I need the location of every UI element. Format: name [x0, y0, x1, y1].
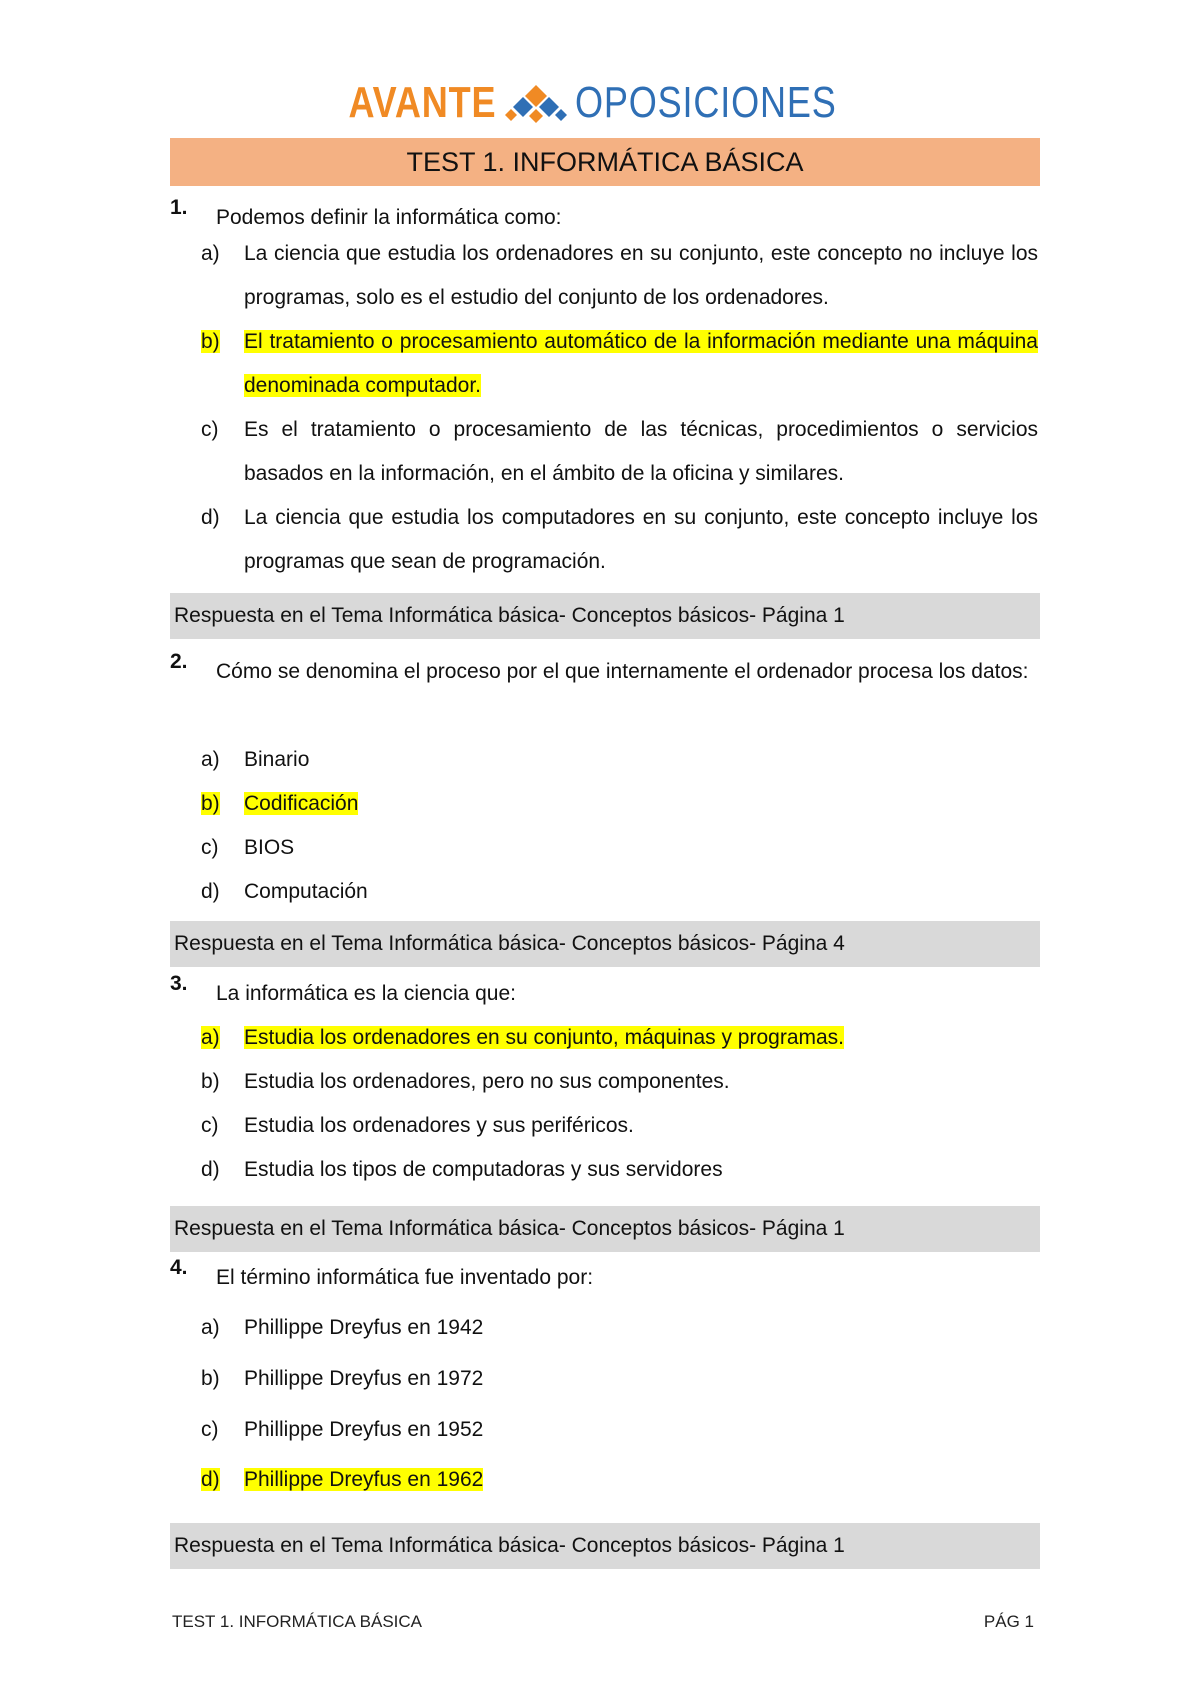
option-2b-correct	[201, 782, 1038, 826]
option-letter: d)	[201, 1468, 220, 1491]
option-letter: a)	[201, 748, 220, 771]
option-letter: b)	[201, 330, 220, 353]
logo-left-text: AVANTE	[348, 78, 497, 127]
option-text: Computación	[244, 880, 368, 903]
option-letter: b)	[201, 1367, 220, 1390]
option-text: Estudia los ordenadores en su conjunto, máquinas y programas.	[244, 1026, 845, 1049]
answer-reference: Respuesta en el Tema Informática básica- Conceptos básicos- Página 1	[170, 593, 1040, 639]
page-title: TEST 1. INFORMÁTICA BÁSICA	[170, 138, 1040, 186]
option-1d	[201, 496, 1038, 584]
diamond-logo-icon	[503, 83, 569, 123]
option-letter: c)	[201, 418, 219, 441]
question-text: Podemos definir la informática como:	[216, 206, 562, 229]
answer-reference: Respuesta en el Tema Informática básica- Conceptos básicos- Página 1	[170, 1206, 1040, 1252]
option-text: El tratamiento o procesamiento automático de la información mediante una máquina denominada computador.	[244, 330, 1038, 397]
option-text: Binario	[244, 748, 310, 771]
answer-reference: Respuesta en el Tema Informática básica- Conceptos básicos- Página 1	[170, 1523, 1040, 1569]
option-1b-correct	[201, 320, 1038, 408]
question-number: 2.	[170, 650, 188, 673]
option-text: Codificación	[244, 792, 359, 815]
option-text: Phillippe Dreyfus en 1942	[244, 1316, 484, 1339]
question-3	[170, 972, 1040, 1016]
option-text: Estudia los ordenadores y sus periféricos.	[244, 1114, 634, 1137]
option-text: Phillippe Dreyfus en 1972	[244, 1367, 484, 1390]
option-text: La ciencia que estudia los ordenadores en su conjunto, este concepto no incluye los programas, solo es el estudio del conjunto de los ordenadores.	[244, 242, 1038, 309]
option-text: Phillippe Dreyfus en 1962	[244, 1468, 484, 1491]
option-2a	[201, 738, 1038, 782]
option-2c	[201, 826, 1038, 870]
option-text: Es el tratamiento o procesamiento de las técnicas, procedimientos o servicios basados en la información, en el ámbito de la oficina y similares.	[244, 418, 1038, 485]
option-letter: c)	[201, 836, 219, 859]
option-1a	[201, 232, 1038, 320]
option-letter: d)	[201, 1158, 220, 1181]
answer-reference: Respuesta en el Tema Informática básica- Conceptos básicos- Página 4	[170, 921, 1040, 967]
question-number: 3.	[170, 972, 188, 995]
option-letter: a)	[201, 1316, 220, 1339]
question-text: La informática es la ciencia que:	[216, 982, 516, 1005]
option-4b	[201, 1357, 1038, 1401]
footer-title: TEST 1. INFORMÁTICA BÁSICA	[172, 1612, 423, 1631]
option-letter: c)	[201, 1418, 219, 1441]
option-2d	[201, 870, 1038, 914]
option-letter: b)	[201, 792, 220, 815]
option-text: Estudia los ordenadores, pero no sus componentes.	[244, 1070, 730, 1093]
question-4	[170, 1256, 1040, 1300]
page-number: PÁG 1	[983, 1612, 1034, 1631]
option-letter: d)	[201, 506, 220, 529]
option-4c	[201, 1408, 1038, 1452]
option-text: Phillippe Dreyfus en 1952	[244, 1418, 484, 1441]
option-1c	[201, 408, 1038, 496]
option-3b	[201, 1060, 1038, 1104]
brand-logo	[0, 78, 1200, 128]
option-3a-correct	[201, 1016, 1038, 1060]
option-letter: d)	[201, 880, 220, 903]
logo-right-text: OPOSICIONES	[574, 78, 837, 127]
question-text: Cómo se denomina el proceso por el que internamente el ordenador procesa los datos:	[216, 660, 1029, 683]
option-letter: b)	[201, 1070, 220, 1093]
option-letter: a)	[201, 242, 220, 265]
option-4d-correct	[201, 1458, 1038, 1502]
question-2	[170, 650, 1040, 694]
question-text: El término informática fue inventado por:	[216, 1266, 594, 1289]
option-text: La ciencia que estudia los computadores en su conjunto, este concepto incluye los programas que sean de programación.	[244, 506, 1038, 573]
option-3d	[201, 1148, 1038, 1192]
option-letter: c)	[201, 1114, 219, 1137]
option-3c	[201, 1104, 1038, 1148]
option-text: Estudia los tipos de computadoras y sus servidores	[244, 1158, 723, 1181]
option-4a	[201, 1306, 1038, 1350]
question-number: 1.	[170, 196, 188, 219]
option-text: BIOS	[244, 836, 295, 859]
question-number: 4.	[170, 1256, 188, 1279]
option-letter: a)	[201, 1026, 220, 1049]
